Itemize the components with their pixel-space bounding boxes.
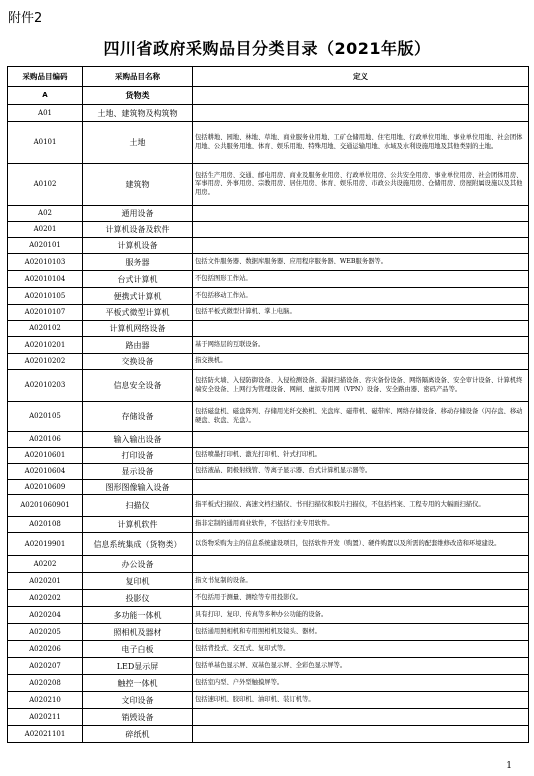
cell-name: 计算机设备 bbox=[83, 238, 193, 254]
cell-name: 交换设备 bbox=[83, 354, 193, 370]
cell-code: A02019901 bbox=[8, 533, 83, 556]
table-row bbox=[8, 726, 529, 743]
table-row bbox=[8, 370, 529, 402]
cell-name: 显示设备 bbox=[83, 464, 193, 480]
cell-definition bbox=[193, 238, 529, 254]
cell-code: A02010104 bbox=[8, 271, 83, 288]
cell-definition: 包括通用照相机和专用照相机及镜头、器材。 bbox=[193, 624, 529, 641]
cell-code: A0201060901 bbox=[8, 495, 83, 517]
cell-code: A020106 bbox=[8, 432, 83, 448]
table-row bbox=[8, 448, 529, 464]
header-name: 采购品目名称 bbox=[83, 67, 193, 87]
cell-name: 文印设备 bbox=[83, 692, 193, 709]
cell-definition bbox=[193, 726, 529, 743]
cell-code: A020210 bbox=[8, 692, 83, 709]
cell-name: 服务器 bbox=[83, 254, 193, 271]
annex-label: 附件2 bbox=[8, 11, 43, 26]
table-row bbox=[8, 658, 529, 675]
table-row bbox=[8, 222, 529, 238]
table-row bbox=[8, 288, 529, 305]
cell-code: A0102 bbox=[8, 164, 83, 206]
cell-definition: 包括磁盘机、磁盘阵列、存储用光纤交换机、光盘库、磁带机、磁带库、网络存储设备、移动存储设备（闪存盘、移动硬盘、软盘、光盘）。 bbox=[193, 402, 529, 432]
table-row bbox=[8, 641, 529, 658]
cell-definition: 指非定制的通用商业软件，不包括行业专用软件。 bbox=[193, 517, 529, 533]
cell-name: 图形图像输入设备 bbox=[83, 480, 193, 495]
cell-definition: 指文书复制的设备。 bbox=[193, 573, 529, 590]
cell-code: A020211 bbox=[8, 709, 83, 726]
table-row bbox=[8, 105, 529, 122]
table-row bbox=[8, 607, 529, 624]
cell-code: A020208 bbox=[8, 675, 83, 692]
cell-definition: 包括室内型、户外型触摸屏等。 bbox=[193, 675, 529, 692]
cell-name: 土地、建筑物及构筑物 bbox=[83, 105, 193, 122]
cell-code: A02010107 bbox=[8, 305, 83, 321]
cell-code: A0101 bbox=[8, 122, 83, 164]
cell-definition bbox=[193, 222, 529, 238]
cell-code: A bbox=[8, 87, 83, 105]
cell-name: 计算机设备及软件 bbox=[83, 222, 193, 238]
cell-code: A020202 bbox=[8, 590, 83, 607]
cell-definition: 不包括图形工作站。 bbox=[193, 271, 529, 288]
cell-definition: 包括生产用房、交通、邮电用房、商业及服务业用房、行政单位用房、公共安全用房、事业单位用房、社会团体用房、军事用房、外事用房、宗教用房、居住用房、体育、娱乐用房、市政公共设施用房、仓储用房、房屋附属设施以及其他用房。 bbox=[193, 164, 529, 206]
cell-definition bbox=[193, 105, 529, 122]
cell-name: LED显示屏 bbox=[83, 658, 193, 675]
header-definition: 定义 bbox=[193, 67, 529, 87]
table-row bbox=[8, 238, 529, 254]
cell-definition: 不包括用于测量、测绘等专用投影仪。 bbox=[193, 590, 529, 607]
cell-definition: 指交换机。 bbox=[193, 354, 529, 370]
cell-name: 办公设备 bbox=[83, 556, 193, 573]
cell-definition bbox=[193, 206, 529, 222]
table-row bbox=[8, 254, 529, 271]
header-code: 采购品目编码 bbox=[8, 67, 83, 87]
table-row bbox=[8, 354, 529, 370]
cell-definition: 包括背投式、交互式、复印式等。 bbox=[193, 641, 529, 658]
table-row bbox=[8, 206, 529, 222]
cell-code: A020101 bbox=[8, 238, 83, 254]
catalog-table bbox=[7, 66, 529, 743]
cell-name: 路由器 bbox=[83, 337, 193, 354]
cell-name: 触控一体机 bbox=[83, 675, 193, 692]
cell-name: 信息系统集成（货物类） bbox=[83, 533, 193, 556]
table-row bbox=[8, 495, 529, 517]
cell-name: 货物类 bbox=[83, 87, 193, 105]
cell-code: A020205 bbox=[8, 624, 83, 641]
cell-code: A020105 bbox=[8, 402, 83, 432]
table-row bbox=[8, 321, 529, 337]
cell-name: 多功能一体机 bbox=[83, 607, 193, 624]
cell-name: 输入输出设备 bbox=[83, 432, 193, 448]
cell-name: 销毁设备 bbox=[83, 709, 193, 726]
table-header-row bbox=[8, 67, 529, 87]
cell-definition: 包括液晶、阴极射线管、等离子显示器、台式计算机显示器等。 bbox=[193, 464, 529, 480]
cell-code: A020206 bbox=[8, 641, 83, 658]
cell-name: 土地 bbox=[83, 122, 193, 164]
cell-definition: 指平板式扫描仪、高速文档扫描仪、书刊扫描仪和胶片扫描仪，不包括档案、工程专用的大幅面扫描仪。 bbox=[193, 495, 529, 517]
cell-code: A02010202 bbox=[8, 354, 83, 370]
cell-name: 存储设备 bbox=[83, 402, 193, 432]
cell-definition bbox=[193, 709, 529, 726]
cell-code: A0201 bbox=[8, 222, 83, 238]
cell-name: 台式计算机 bbox=[83, 271, 193, 288]
table-row bbox=[8, 480, 529, 495]
cell-code: A02010601 bbox=[8, 448, 83, 464]
cell-definition: 包括单基色显示屏、双基色显示屏、全彩色显示屏等。 bbox=[193, 658, 529, 675]
table-row bbox=[8, 122, 529, 164]
cell-definition: 具有打印、复印、传真等多种办公功能的设备。 bbox=[193, 607, 529, 624]
cell-name: 计算机网络设备 bbox=[83, 321, 193, 337]
cell-definition: 不包括移动工作站。 bbox=[193, 288, 529, 305]
cell-definition bbox=[193, 87, 529, 105]
cell-code: A0202 bbox=[8, 556, 83, 573]
cell-code: A02 bbox=[8, 206, 83, 222]
table-row bbox=[8, 271, 529, 288]
cell-definition: 包括平板式微型计算机、掌上电脑。 bbox=[193, 305, 529, 321]
table-row bbox=[8, 337, 529, 354]
cell-code: A020207 bbox=[8, 658, 83, 675]
cell-code: A020201 bbox=[8, 573, 83, 590]
page-title: 四川省政府采购品目分类目录（2021年版） bbox=[103, 39, 431, 58]
cell-name: 通用设备 bbox=[83, 206, 193, 222]
cell-definition: 以货物采购为主的信息系统建设项目，包括软件开发（购置）、硬件购置以及所需的配套维修改造和环境建设。 bbox=[193, 533, 529, 556]
table-row bbox=[8, 464, 529, 480]
cell-definition bbox=[193, 321, 529, 337]
cell-code: A020102 bbox=[8, 321, 83, 337]
cell-name: 便携式计算机 bbox=[83, 288, 193, 305]
table-row bbox=[8, 556, 529, 573]
table-row bbox=[8, 402, 529, 432]
cell-definition: 包括喷墨打印机、激光打印机、针式打印机。 bbox=[193, 448, 529, 464]
cell-name: 信息安全设备 bbox=[83, 370, 193, 402]
table-row bbox=[8, 675, 529, 692]
table-row bbox=[8, 692, 529, 709]
cell-code: A02010103 bbox=[8, 254, 83, 271]
cell-code: A020108 bbox=[8, 517, 83, 533]
cell-code: A02010609 bbox=[8, 480, 83, 495]
table-row bbox=[8, 624, 529, 641]
cell-definition bbox=[193, 556, 529, 573]
cell-code: A02021101 bbox=[8, 726, 83, 743]
cell-name: 照相机及器材 bbox=[83, 624, 193, 641]
table-row bbox=[8, 590, 529, 607]
table-row bbox=[8, 87, 529, 105]
table-row bbox=[8, 533, 529, 556]
table-row bbox=[8, 305, 529, 321]
table-row bbox=[8, 709, 529, 726]
cell-code: A02010201 bbox=[8, 337, 83, 354]
page-number: 1 bbox=[506, 761, 512, 771]
cell-code: A020204 bbox=[8, 607, 83, 624]
table-row bbox=[8, 517, 529, 533]
table-body bbox=[8, 87, 529, 743]
table-row bbox=[8, 432, 529, 448]
cell-name: 打印设备 bbox=[83, 448, 193, 464]
cell-definition: 包括防火墙、入侵防御设备、入侵检测设备、漏洞扫描设备、容灾备份设备、网络隔离设备、安全审计设备、计算机终端安全设备、上网行为管理设备、网闸、虚拟专用网（VPN）设备、安全路由器、密码产品等。 bbox=[193, 370, 529, 402]
cell-name: 碎纸机 bbox=[83, 726, 193, 743]
cell-code: A02010105 bbox=[8, 288, 83, 305]
cell-name: 投影仪 bbox=[83, 590, 193, 607]
cell-name: 计算机软件 bbox=[83, 517, 193, 533]
table-row bbox=[8, 573, 529, 590]
cell-code: A02010604 bbox=[8, 464, 83, 480]
cell-definition bbox=[193, 432, 529, 448]
cell-code: A02010203 bbox=[8, 370, 83, 402]
cell-code: A01 bbox=[8, 105, 83, 122]
cell-name: 复印机 bbox=[83, 573, 193, 590]
table-row bbox=[8, 164, 529, 206]
cell-name: 电子白板 bbox=[83, 641, 193, 658]
cell-definition: 包括速印机、胶印机、油印机、装订机等。 bbox=[193, 692, 529, 709]
cell-definition: 包括文件服务器、数据库服务器、应用程序服务器、WEB服务器等。 bbox=[193, 254, 529, 271]
cell-definition: 基于网络层的互联设备。 bbox=[193, 337, 529, 354]
cell-definition: 包括耕地、园地、林地、草地、商业服务业用地、工矿仓储用地、住宅用地、行政单位用地、事业单位用地、社会团体用地、公共服务用地、体育、娱乐用地、特殊用地、交通运输用地、水域及水利设施用地及其他类别的土地。 bbox=[193, 122, 529, 164]
cell-name: 平板式微型计算机 bbox=[83, 305, 193, 321]
cell-definition bbox=[193, 480, 529, 495]
cell-name: 扫描仪 bbox=[83, 495, 193, 517]
cell-name: 建筑物 bbox=[83, 164, 193, 206]
